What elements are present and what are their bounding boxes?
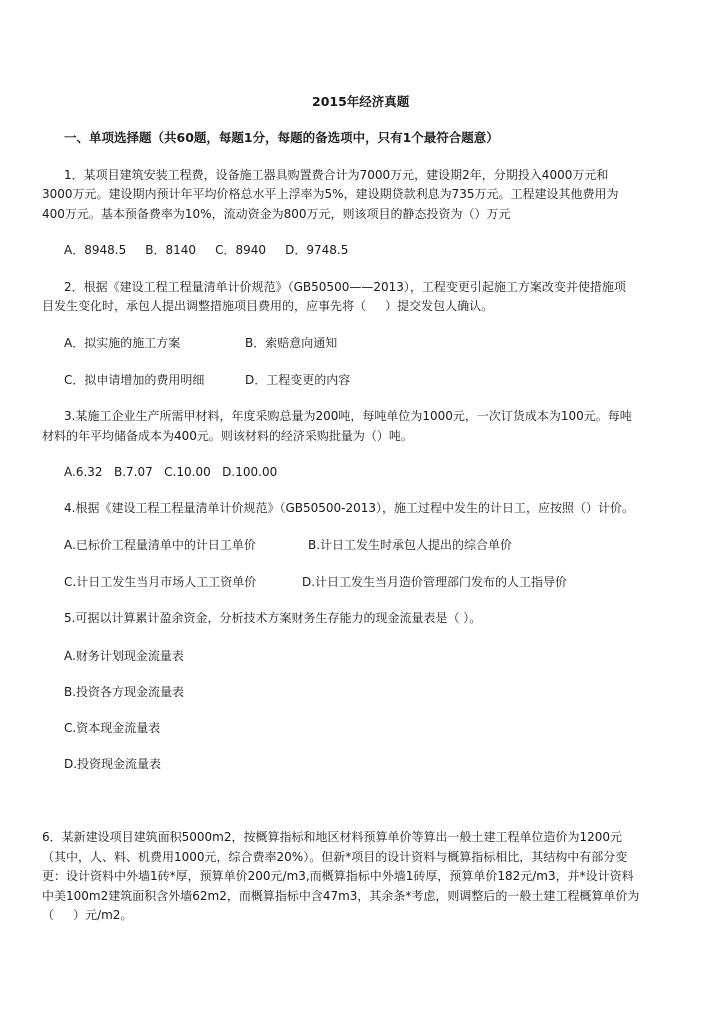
question-6-line-1: 6．某新建设项目建筑面积5000m2，按概算指标和地区材料预算单价等算出一般土建工程单位造价为1200元 xyxy=(42,830,623,844)
question-2-option-b: B．索赔意向通知 xyxy=(245,336,338,350)
question-4-option-a: A.已标价工程量清单中的计日工单价 xyxy=(64,538,256,552)
question-1-line-3: 400万元。基本预备费率为10%，流动资金为800万元，则该项目的静态投资为（）万元 xyxy=(42,207,511,221)
section-heading: 一、单项选择题（共60题，每题1分，每题的备选项中，只有1个最符合题意） xyxy=(64,130,499,145)
question-5-option-d: D.投资现金流量表 xyxy=(64,757,162,771)
question-5-option-c: C.资本现金流量表 xyxy=(64,721,161,735)
question-3-line-2: 材料的年平均储备成本为400元。则该材料的经济采购批量为（）吨。 xyxy=(42,429,413,443)
question-5-option-b: B.投资各方现金流量表 xyxy=(64,685,185,699)
question-6-line-2: （其中，人、料、机费用1000元，综合费率20%）。但新*项目的设计资料与概算指标相比，其结构中有部分变 xyxy=(42,850,628,864)
question-5-option-a: A.财务计划现金流量表 xyxy=(64,649,184,663)
question-1-line-1: 1．某项目建筑安装工程费，设备施工器具购置费合计为7000万元，建设期2年，分期投入4000万元和 xyxy=(64,168,609,182)
question-1-options: A．8948.5 B．8140 C．8940 D．9748.5 xyxy=(64,243,349,257)
question-6-line-3: 更：设计资料中外墙1砖*厚，预算单价200元/m3,而概算指标中外墙1砖厚，预算单价182元/m3，并*设计资料 xyxy=(42,869,634,883)
question-4-line-1: 4.根据《建设工程工程量清单计价规范》（GB50500-2013），施工过程中发生的计日工，应按照（）计价。 xyxy=(64,501,635,515)
question-4-option-b: B.计日工发生时承包人提出的综合单价 xyxy=(308,538,513,552)
question-2-option-c: C．拟申请增加的费用明细 xyxy=(64,373,205,387)
question-3-line-1: 3.某施工企业生产所需甲材料，年度采购总量为200吨，每吨单位为1000元，一次订货成本为100元。每吨 xyxy=(64,409,632,423)
question-2-line-1: 2．根据《建设工程工程量清单计价规范》（GB50500——2013），工程变更引起施工方案改变并使措施项 xyxy=(64,280,626,294)
question-1-line-2: 3000万元。建设期内预计年平均价格总水平上浮率为5%，建设期贷款利息为735万元。工程建设其他费用为 xyxy=(42,187,619,201)
question-4-option-d: D.计日工发生当月造价管理部门发布的人工指导价 xyxy=(302,575,568,589)
question-2-option-a: A．拟实施的施工方案 xyxy=(64,336,181,350)
question-5-line-1: 5.可据以计算累计盈余资金，分析技术方案财务生存能力的现金流量表是（ ）。 xyxy=(64,611,482,625)
question-4-option-c: C.计日工发生当月市场人工工资单价 xyxy=(64,575,257,589)
question-6-line-5: （ ）元/m2。 xyxy=(42,908,133,922)
question-3-options: A.6.32 B.7.07 C.10.00 D.100.00 xyxy=(64,465,278,479)
page-title: 2015年经济真题 xyxy=(312,94,410,109)
question-2-line-2: 目发生变化时，承包人提出调整措施项目费用的，应事先将（ ）提交发包人确认。 xyxy=(42,299,494,313)
question-2-option-d: D．工程变更的内容 xyxy=(245,373,351,387)
question-6-line-4: 中美100m2建筑面积含外墙62m2，而概算指标中含47m3，其余条*考虑，则调整后的一般土建工程概算单价为 xyxy=(42,889,640,903)
